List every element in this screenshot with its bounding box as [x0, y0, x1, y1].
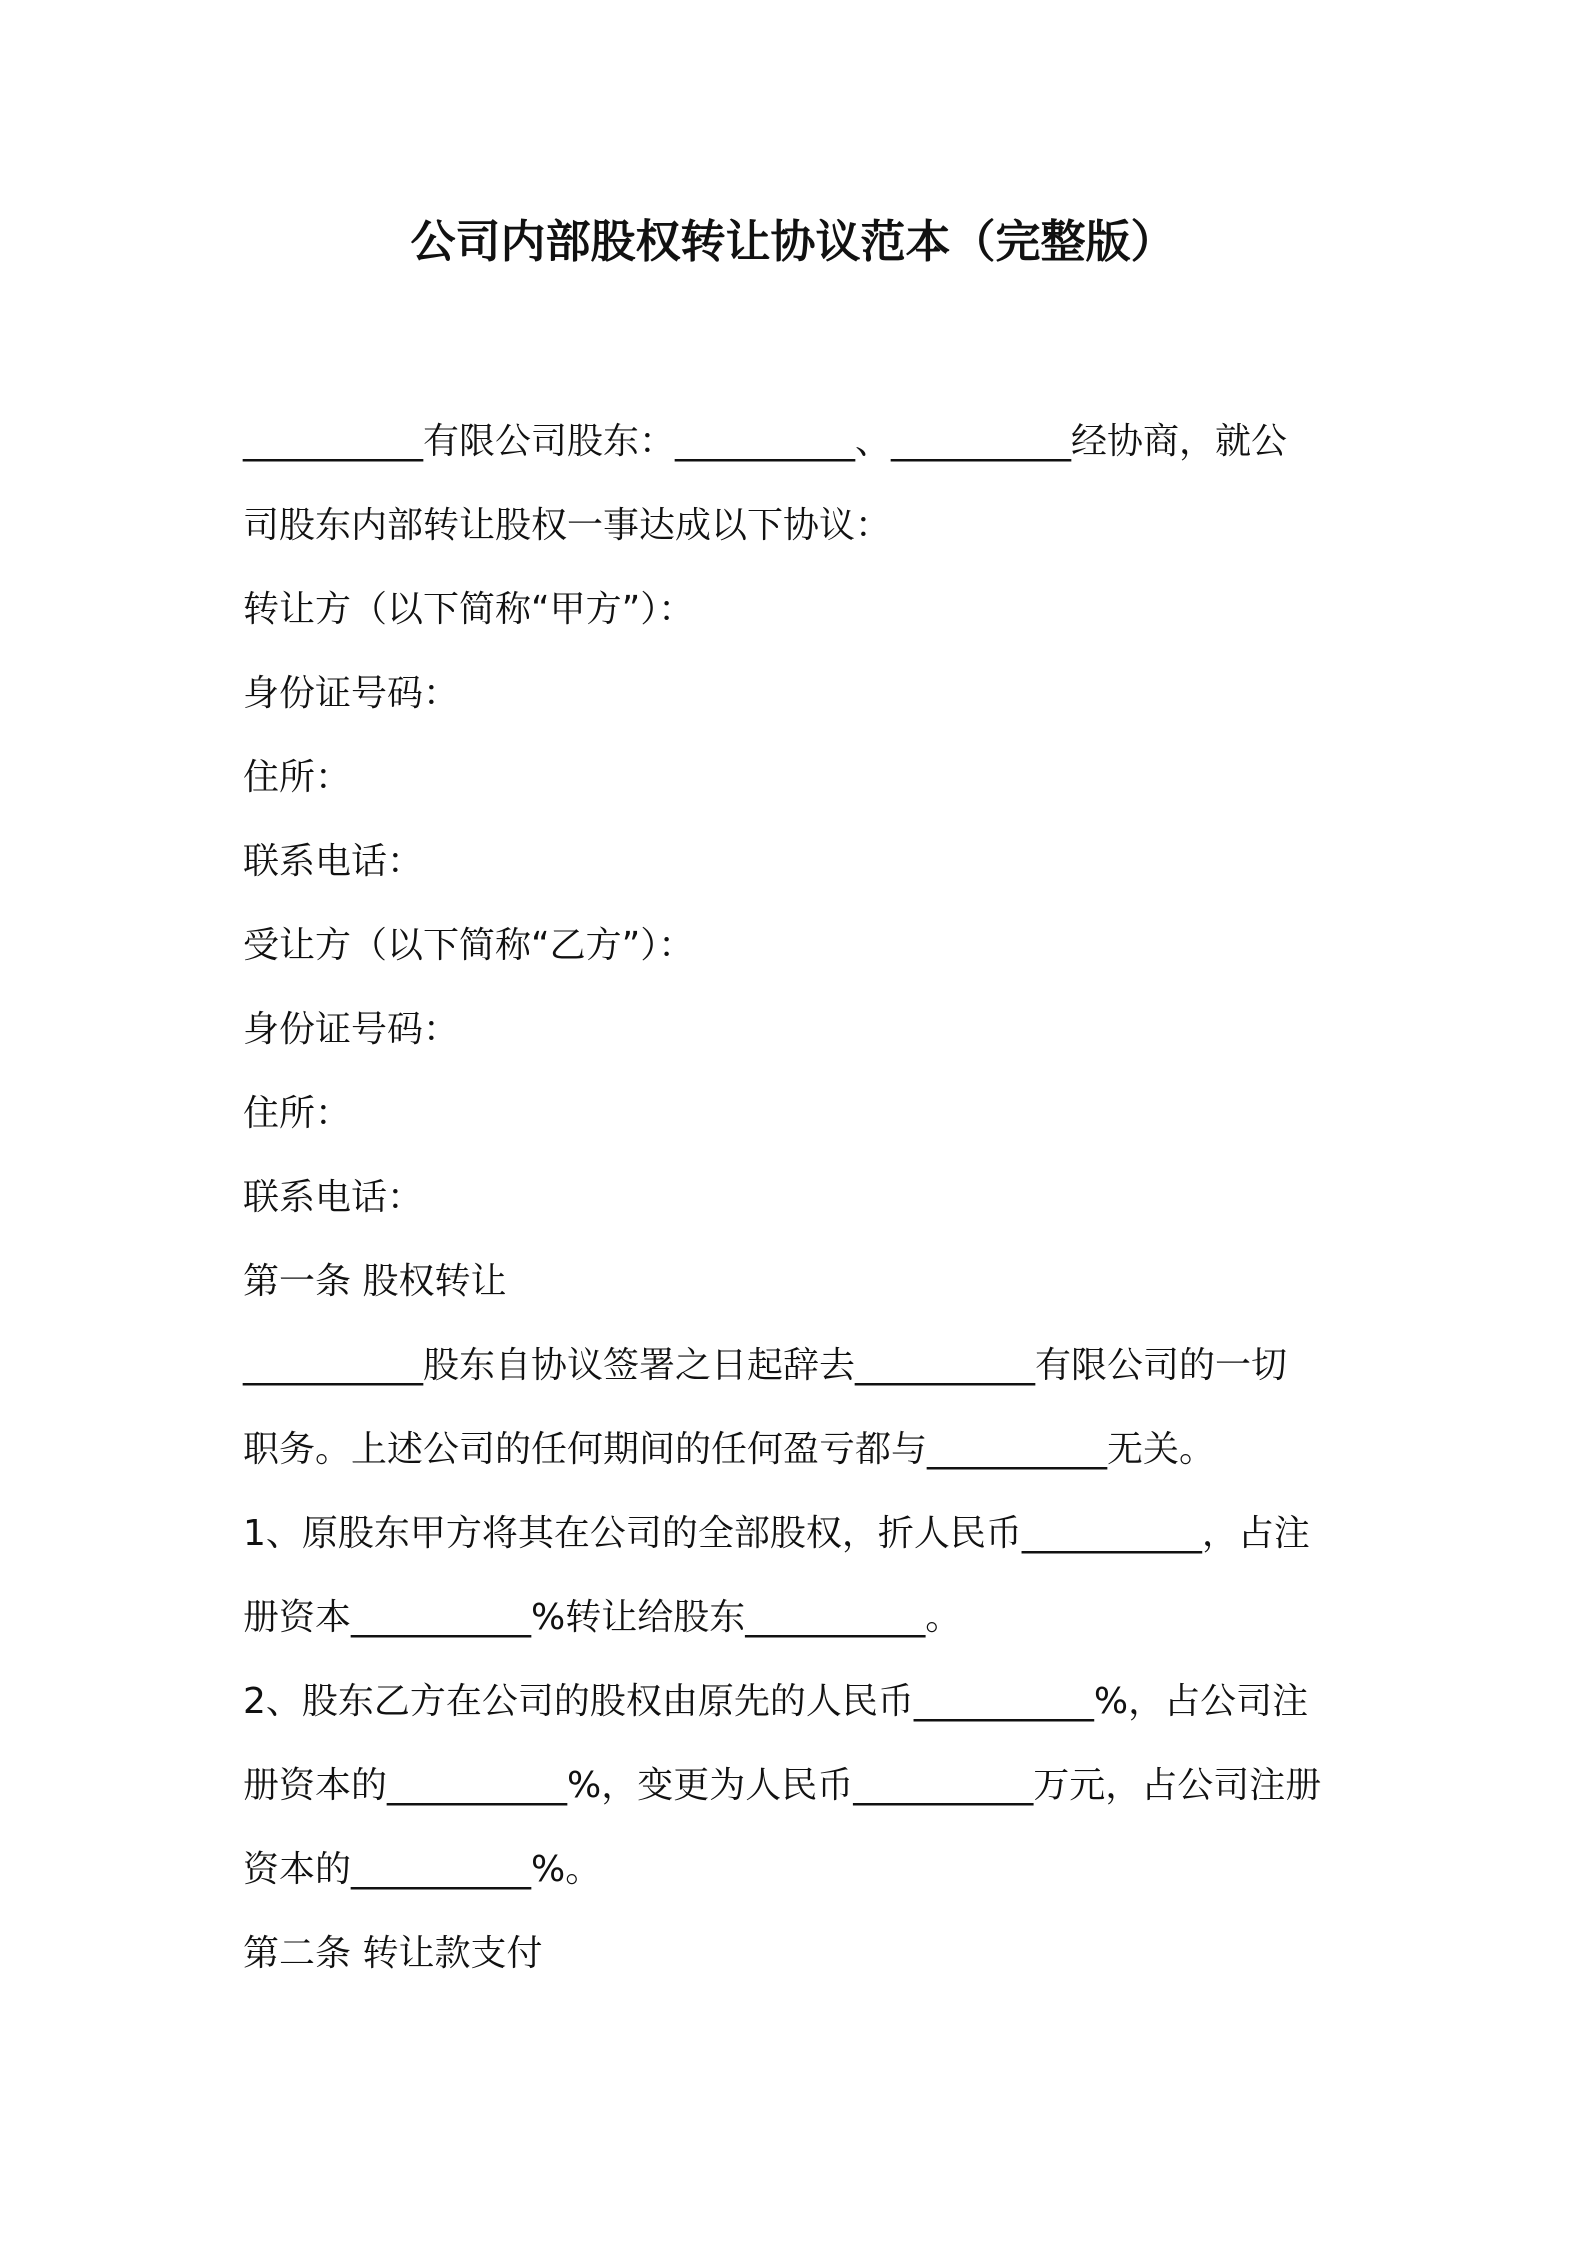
transferee-id-number: 身份证号码：	[243, 1009, 460, 1050]
article-1-paragraph-line-1: __________股东自协议签署之日起辞去__________有限公司的一切	[243, 1345, 1288, 1386]
transferor-address: 住所：	[243, 757, 352, 798]
transferor-id-number: 身份证号码：	[243, 673, 460, 714]
transferor-heading: 转让方（以下简称“甲方”）：	[243, 589, 695, 630]
intro-line-2: 司股东内部转让股权一事达成以下协议：	[243, 505, 892, 546]
article-2-heading: 第二条 转让款支付	[243, 1933, 543, 1974]
intro-line-1: __________有限公司股东：__________、__________经协商，就公	[243, 421, 1288, 462]
document-body	[243, 400, 1353, 1996]
transferee-phone: 联系电话：	[243, 1177, 424, 1218]
clause-2-line-1: 2、股东乙方在公司的股权由原先的人民币__________%，占公司注	[243, 1681, 1309, 1722]
transferee-heading: 受让方（以下简称“乙方”）：	[243, 925, 695, 966]
clause-1-line-1: 1、原股东甲方将其在公司的全部股权，折人民币__________，占注	[243, 1513, 1310, 1554]
clause-2-line-3: 资本的__________%。	[243, 1849, 602, 1890]
clause-1-line-2: 册资本__________%转让给股东__________。	[243, 1597, 962, 1638]
document-title: 公司内部股权转让协议范本（完整版）	[410, 215, 1176, 268]
article-1-heading: 第一条 股权转让	[243, 1261, 507, 1302]
clause-2-line-2: 册资本的__________%，变更为人民币__________万元，占公司注册	[243, 1765, 1322, 1806]
article-1-paragraph-line-2: 职务。上述公司的任何期间的任何盈亏都与__________无关。	[243, 1429, 1216, 1470]
transferee-address: 住所：	[243, 1093, 352, 1134]
transferor-phone: 联系电话：	[243, 841, 424, 882]
